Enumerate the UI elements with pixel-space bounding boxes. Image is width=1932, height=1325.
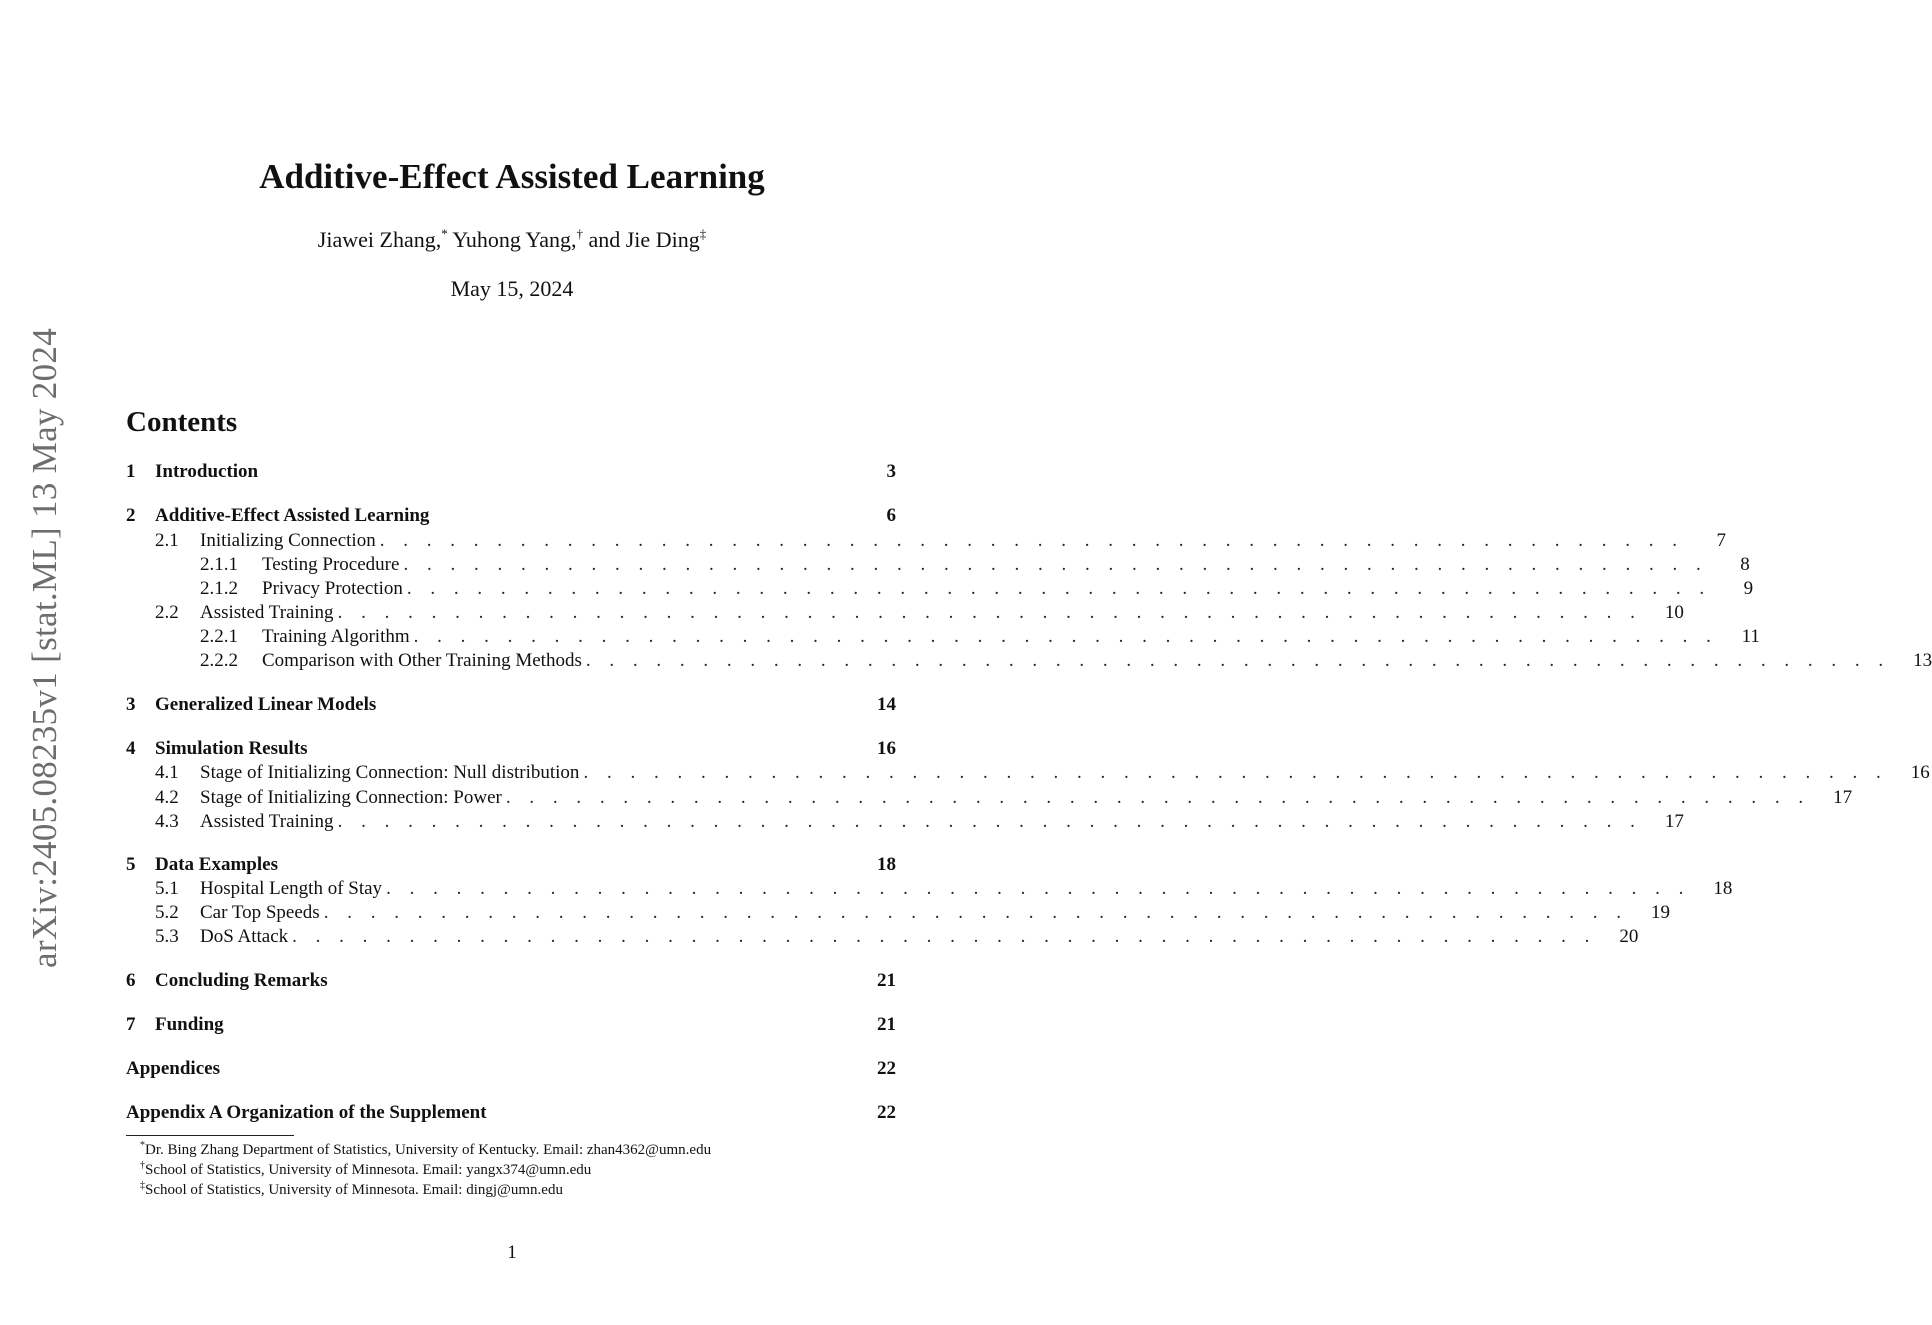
author-name: and Jie Ding (588, 227, 700, 252)
toc-entry-title: Stage of Initializing Connection: Null distribution (200, 762, 580, 783)
toc-entry-title: Privacy Protection (262, 578, 403, 599)
toc-entry-title: Car Top Speeds (200, 902, 320, 923)
toc-entry-title: Appendix A Organization of the Supplement (126, 1102, 487, 1123)
toc-dot-leader: . . . . . . . . . . . . . . . . . . . . . . . . . . . . . . . . . . . . . . . . . . . . . . . . . . . . . . . . (585, 650, 1891, 671)
toc-entry-title: Assisted Training (200, 811, 334, 832)
toc-entry-title: DoS Attack (200, 926, 289, 947)
toc-subsection-entry[interactable] (126, 810, 1684, 834)
toc-subsection-entry[interactable] (126, 786, 1853, 810)
footnote (140, 1140, 711, 1159)
toc-dot-leader: . . . . . . . . . . . . . . . . . . . . . . . . . . . . . . . . . . . . . . . . . . . . . . . . . . . . . . . . (379, 530, 1684, 551)
toc-dot-leader: . . . . . . . . . . . . . . . . . . . . . . . . . . . . . . . . . . . . . . . . . . . . . . . . . . . . . . . . (413, 626, 1718, 647)
toc-entry-number: 2.1 (155, 530, 179, 551)
toc-entry-page: 14 (877, 694, 896, 715)
toc-entry-title: Comparison with Other Training Methods (262, 650, 582, 671)
toc-entry-title: Stage of Initializing Connection: Power (200, 787, 502, 808)
author-list (0, 226, 1024, 253)
toc-entry-title: Training Algorithm (262, 626, 410, 647)
toc-entry-number: 5.3 (155, 926, 179, 947)
toc-entry-number: 4.2 (155, 787, 179, 808)
footnote-mark: † (140, 1160, 145, 1171)
toc-subsection-entry[interactable] (126, 925, 1639, 949)
toc-entry-page: 21 (877, 970, 896, 991)
toc-entry-number: 2.1.1 (200, 554, 238, 575)
toc-entry-page: 18 (1713, 878, 1733, 899)
toc-section-entry[interactable] (126, 1057, 896, 1081)
toc-entry-page: 22 (877, 1102, 896, 1123)
toc-entry-title: Simulation Results (155, 738, 308, 759)
toc-section-entry[interactable] (126, 737, 896, 761)
toc-entry-page: 19 (1650, 902, 1670, 923)
author-name: Jiawei Zhang, (317, 227, 442, 252)
toc-entry-number: 6 (126, 970, 136, 991)
toc-subsection-entry[interactable] (126, 601, 1684, 625)
toc-entry-number: 2.2 (155, 602, 179, 623)
toc-entry-title: Testing Procedure (262, 554, 400, 575)
toc-subsection-entry[interactable] (126, 761, 1930, 785)
toc-dot-leader: . . . . . . . . . . . . . . . . . . . . . . . . . . . . . . . . . . . . . . . . . . . . . . . . . . . . . . . . (406, 578, 1712, 599)
toc-entry-number: 5 (126, 854, 136, 875)
arxiv-identifier (15, 327, 75, 968)
toc-entry-page: 6 (886, 505, 896, 526)
toc-entry-number: 2.2.1 (200, 626, 238, 647)
author-name: Yuhong Yang, (452, 227, 577, 252)
toc-entry-title: Introduction (155, 461, 259, 482)
footnote-mark: ‡ (699, 226, 707, 241)
toc-entry-number: 4.3 (155, 811, 179, 832)
toc-entry-page: 17 (1664, 811, 1684, 832)
toc-entry-page: 17 (1833, 787, 1853, 808)
toc-subsection-entry[interactable] (126, 625, 1760, 649)
toc-entry-title: Additive-Effect Assisted Learning (155, 505, 430, 526)
toc-entry-page: 13 (1913, 650, 1932, 671)
toc-entry-page: 3 (886, 461, 896, 482)
toc-entry-page: 7 (1716, 530, 1726, 551)
footnote-mark: † (576, 226, 583, 241)
toc-dot-leader: . . . . . . . . . . . . . . . . . . . . . . . . . . . . . . . . . . . . . . . . . . . . . . . . . . . . . . . . (386, 878, 1691, 899)
toc-dot-leader: . . . . . . . . . . . . . . . . . . . . . . . . . . . . . . . . . . . . . . . . . . . . . . . . . . . . . . . . (505, 787, 1811, 808)
toc-entry-number: 2 (126, 505, 136, 526)
toc-subsection-entry[interactable] (126, 553, 1750, 577)
toc-entry-page: 16 (1910, 762, 1930, 783)
toc-dot-leader: . . . . . . . . . . . . . . . . . . . . . . . . . . . . . . . . . . . . . . . . . . . . . . . . . . . . . . . . (337, 811, 1642, 832)
toc-subsection-entry[interactable] (126, 901, 1670, 925)
toc-entry-title: Initializing Connection (200, 530, 376, 551)
paper-date: May 15, 2024 (450, 276, 574, 301)
toc-entry-page: 8 (1740, 554, 1750, 575)
toc-section-entry[interactable] (126, 1101, 896, 1125)
footnote-text: School of Statistics, University of Minnesota. Email: yangx374@umn.edu (145, 1162, 592, 1178)
toc-entry-page: 20 (1619, 926, 1639, 947)
toc-subsection-entry[interactable] (126, 877, 1733, 901)
toc-section-entry[interactable] (126, 504, 896, 528)
footnote-mark: * (441, 226, 448, 241)
toc-dot-leader: . . . . . . . . . . . . . . . . . . . . . . . . . . . . . . . . . . . . . . . . . . . . . . . . . . . . . . . . (337, 602, 1642, 623)
page-number: 1 (507, 1242, 517, 1263)
toc-entry-title: Hospital Length of Stay (200, 878, 383, 899)
toc-subsection-entry[interactable] (126, 577, 1754, 601)
footnote (140, 1180, 563, 1199)
toc-entry-page: 9 (1743, 578, 1754, 599)
toc-dot-leader: . . . . . . . . . . . . . . . . . . . . . . . . . . . . . . . . . . . . . . . . . . . . . . . . . . . . . . . . (292, 926, 1597, 947)
footnote-mark: ‡ (140, 1180, 145, 1191)
toc-entry-number: 5.1 (155, 878, 179, 899)
toc-entry-title: Appendices (126, 1058, 220, 1079)
toc-entry-number: 2.1.2 (200, 578, 238, 599)
toc-subsection-entry[interactable] (126, 649, 1932, 673)
contents-heading: Contents (126, 406, 238, 438)
toc-entry-number: 3 (126, 694, 136, 715)
toc-entry-number: 4 (126, 738, 136, 759)
footnote-rule (126, 1135, 294, 1136)
toc-entry-title: Generalized Linear Models (155, 694, 377, 715)
toc-section-entry[interactable] (126, 693, 896, 717)
toc-section-entry[interactable] (126, 460, 896, 484)
footnote (140, 1160, 591, 1179)
toc-entry-page: 22 (877, 1058, 896, 1079)
footnote-mark: * (140, 1140, 145, 1151)
toc-entry-page: 18 (877, 854, 896, 875)
toc-entry-page: 16 (877, 738, 896, 759)
footnote-text: Dr. Bing Zhang Department of Statistics, University of Kentucky. Email: zhan4362@umn.edu (145, 1142, 712, 1158)
toc-entry-number: 4.1 (155, 762, 179, 783)
toc-entry-number: 1 (126, 461, 136, 482)
arxiv-identifier-text: arXiv:2405.08235v1 [stat.ML] 13 May 2024 (25, 327, 65, 968)
toc-entry-title: Assisted Training (200, 602, 334, 623)
toc-entry-number: 7 (126, 1014, 136, 1035)
toc-entry-title: Concluding Remarks (155, 970, 328, 991)
toc-entry-page: 11 (1741, 626, 1760, 647)
toc-entry-title: Data Examples (155, 854, 278, 875)
toc-entry-number: 5.2 (155, 902, 179, 923)
toc-entry-number: 2.2.2 (200, 650, 238, 671)
toc-entry-title: Funding (155, 1014, 224, 1035)
toc-dot-leader: . . . . . . . . . . . . . . . . . . . . . . . . . . . . . . . . . . . . . . . . . . . . . . . . . . . . . . . . (583, 762, 1888, 783)
footnote-text: School of Statistics, University of Minnesota. Email: dingj@umn.edu (145, 1182, 563, 1198)
toc-entry-page: 21 (877, 1014, 896, 1035)
toc-dot-leader: . . . . . . . . . . . . . . . . . . . . . . . . . . . . . . . . . . . . . . . . . . . . . . . . . . . . . . . . (323, 902, 1628, 923)
toc-section-entry[interactable] (126, 1013, 896, 1037)
toc-dot-leader: . . . . . . . . . . . . . . . . . . . . . . . . . . . . . . . . . . . . . . . . . . . . . . . . . . . . . . . . (403, 554, 1708, 575)
toc-section-entry[interactable] (126, 853, 896, 877)
toc-entry-page: 10 (1664, 602, 1684, 623)
toc-subsection-entry[interactable] (126, 529, 1726, 553)
paper-title: Additive-Effect Assisted Learning (259, 157, 765, 196)
toc-section-entry[interactable] (126, 969, 896, 993)
